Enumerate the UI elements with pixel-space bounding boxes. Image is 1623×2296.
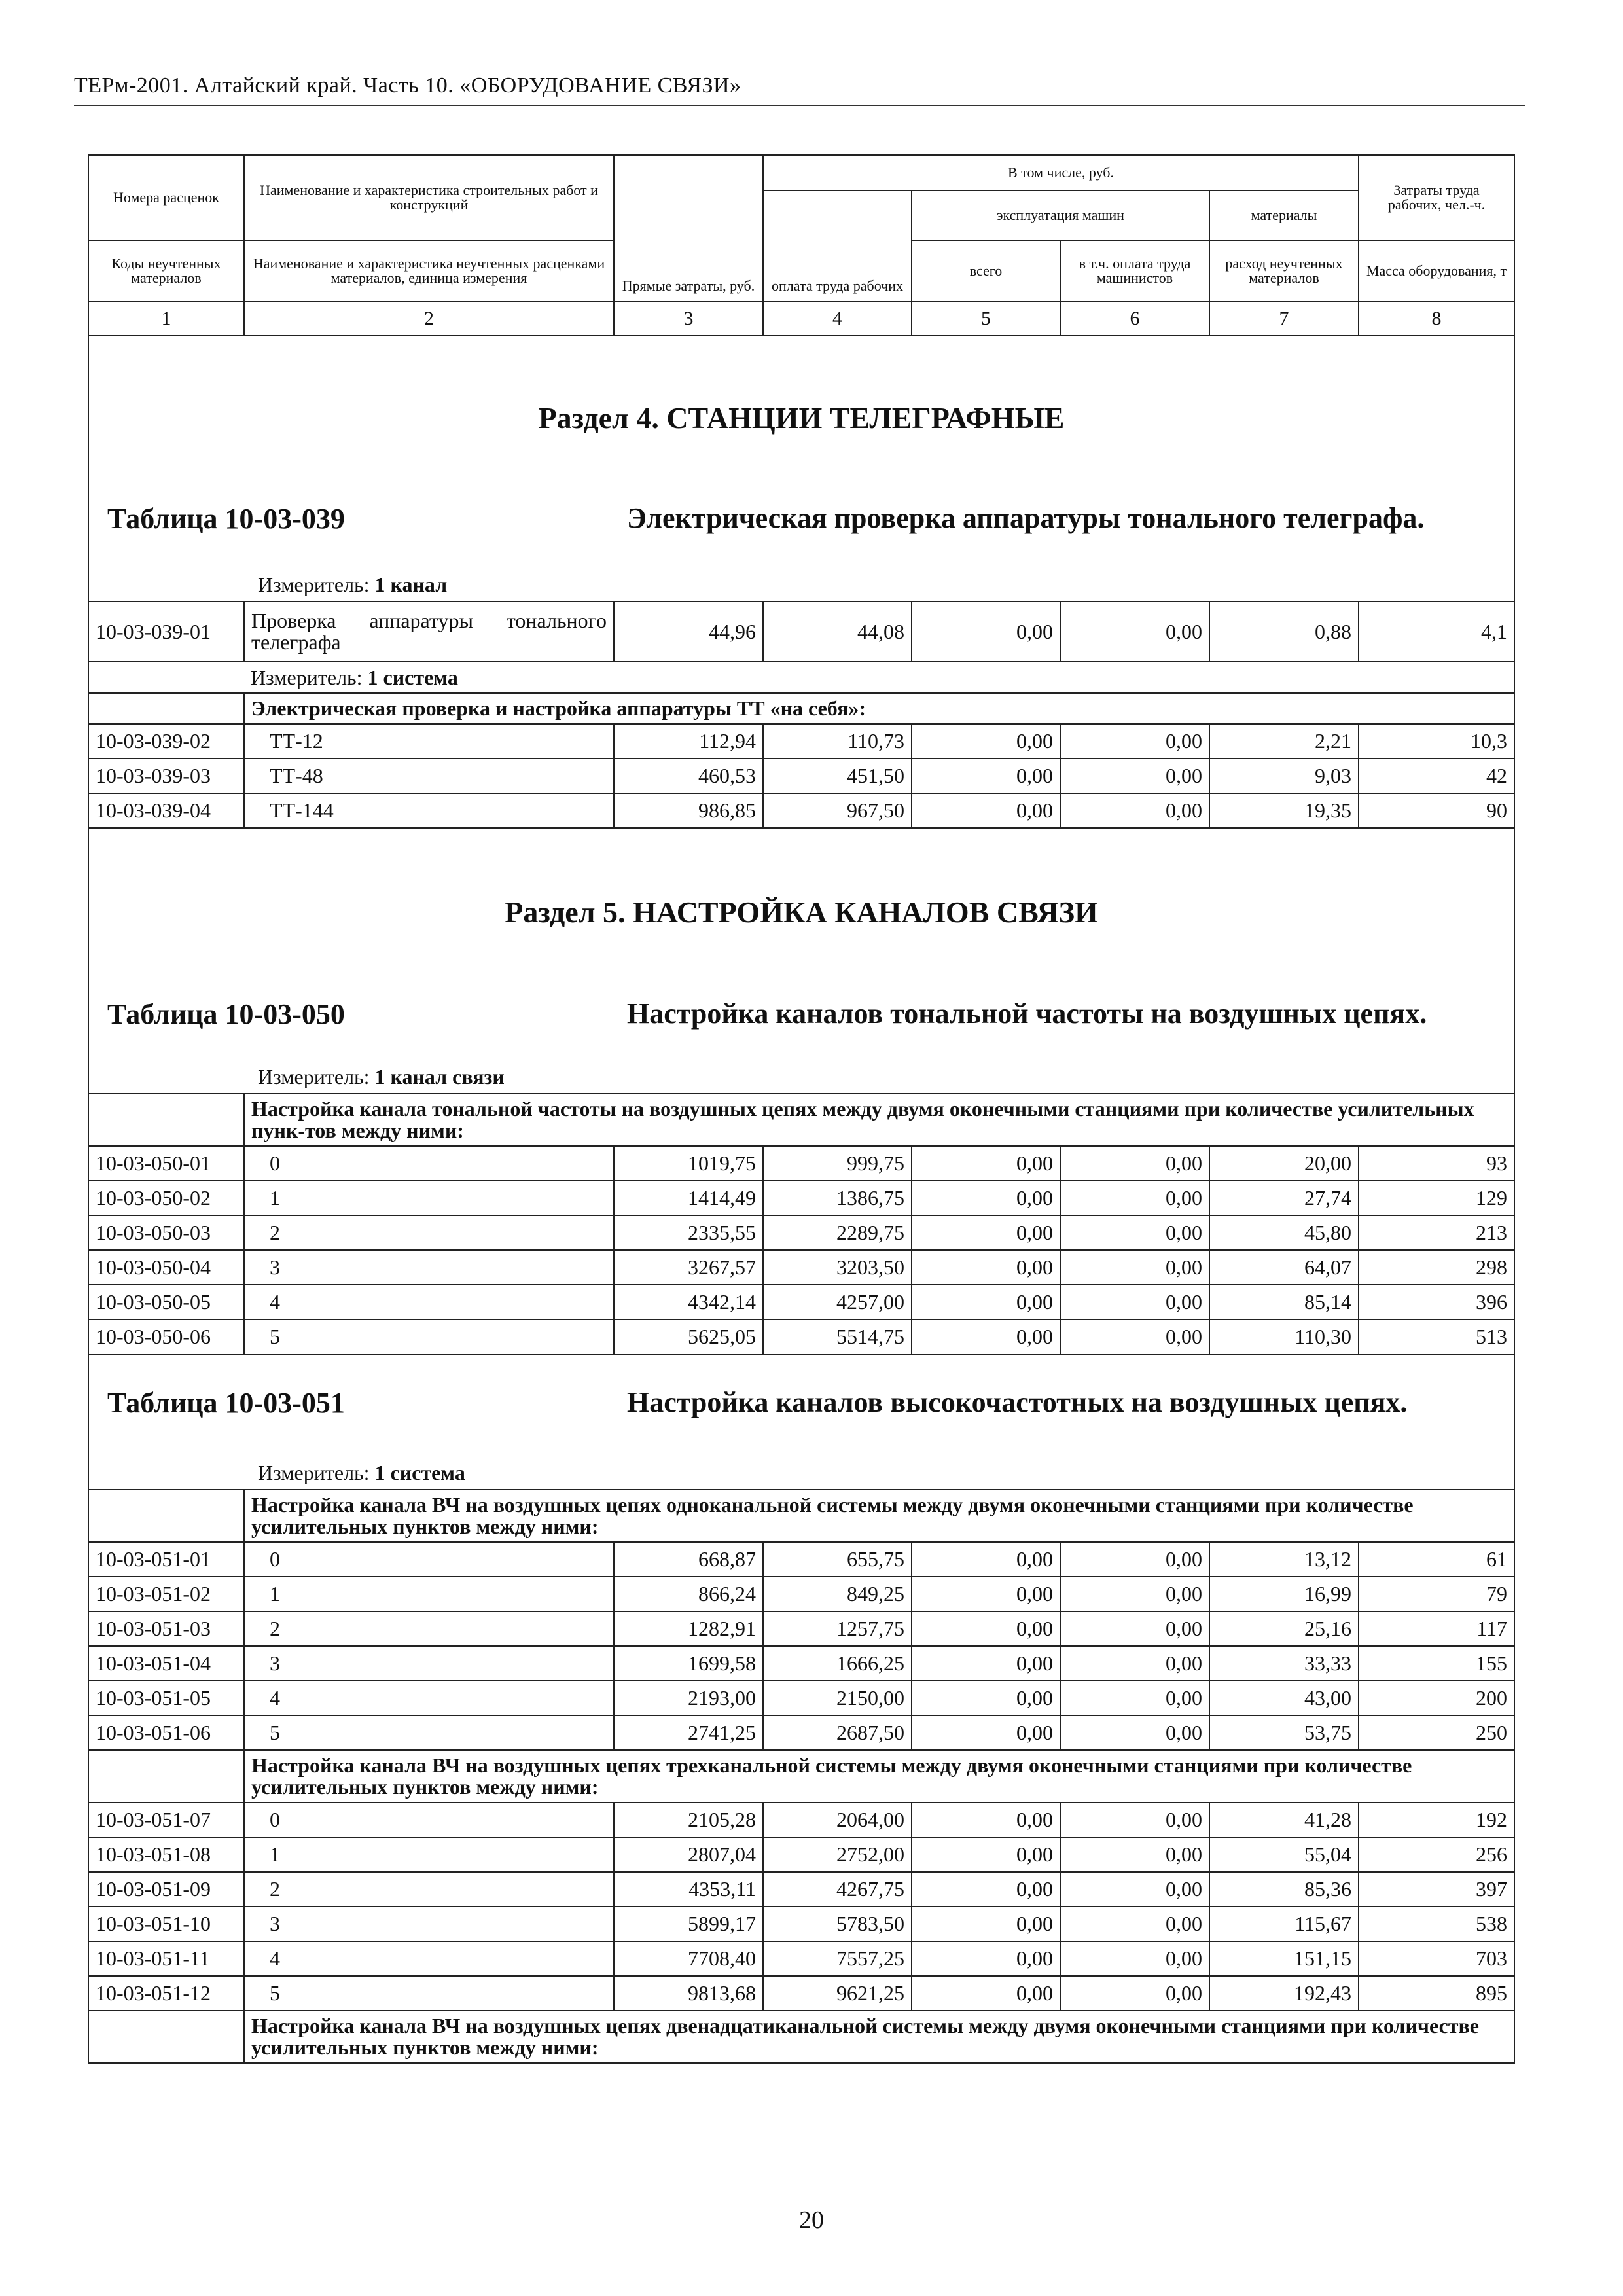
- rate-name: 5: [244, 1319, 614, 1354]
- head-col1-bottom: Коды неучтенных материалов: [88, 240, 244, 302]
- materials: 13,12: [1209, 1542, 1359, 1577]
- rate-code: 10-03-051-03: [88, 1611, 244, 1646]
- direct-costs: 44,96: [614, 601, 763, 662]
- labor-hours: 895: [1359, 1976, 1514, 2011]
- rate-name: 1: [244, 1837, 614, 1872]
- direct-costs: 460,53: [614, 759, 763, 793]
- labor-pay: 2752,00: [763, 1837, 912, 1872]
- machines-total: 0,00: [912, 1181, 1060, 1215]
- rate-name: ТТ-48: [244, 759, 614, 793]
- labor-hours: 117: [1359, 1611, 1514, 1646]
- table-label: Таблица 10-03-039: [107, 503, 345, 535]
- materials: 16,99: [1209, 1577, 1359, 1611]
- measure-line: [258, 1461, 465, 1485]
- head-col6: в т.ч. оплата труда машинистов: [1060, 240, 1209, 302]
- measure-prefix: Измеритель:: [258, 1065, 370, 1088]
- group-row: [88, 1750, 1514, 1803]
- labor-pay: 9621,25: [763, 1976, 912, 2011]
- machinist-pay: 0,00: [1060, 1250, 1209, 1285]
- direct-costs: 7708,40: [614, 1941, 763, 1976]
- direct-costs: 5625,05: [614, 1319, 763, 1354]
- labor-hours: 155: [1359, 1646, 1514, 1681]
- rate-code: 10-03-050-02: [88, 1181, 244, 1215]
- materials: 110,30: [1209, 1319, 1359, 1354]
- table-row: [88, 1837, 1514, 1872]
- measure-value: 1 канал: [374, 573, 448, 596]
- labor-hours: 61: [1359, 1542, 1514, 1577]
- measure-line: [258, 1065, 505, 1089]
- machines-total: 0,00: [912, 1250, 1060, 1285]
- materials: 115,67: [1209, 1907, 1359, 1941]
- machinist-pay: 0,00: [1060, 1872, 1209, 1907]
- head-col2-bottom: Наименование и характеристика неучтенных расценками материалов, единица измерения: [244, 240, 614, 302]
- head-col8-top: Затраты труда рабочих, чел.-ч.: [1359, 155, 1514, 240]
- labor-hours: 703: [1359, 1941, 1514, 1976]
- rates-table: [88, 154, 1515, 2064]
- machines-total: 0,00: [912, 793, 1060, 828]
- table-row: [88, 759, 1514, 793]
- direct-costs: 112,94: [614, 724, 763, 759]
- group-text: Настройка канала ВЧ на воздушных цепях одноканальной системы между двумя оконечными станциями при количестве усилительных пунктов между ними:: [244, 1490, 1514, 1542]
- direct-costs: 1414,49: [614, 1181, 763, 1215]
- rate-code: 10-03-051-08: [88, 1837, 244, 1872]
- machinist-pay: 0,00: [1060, 1646, 1209, 1681]
- materials: 53,75: [1209, 1715, 1359, 1750]
- labor-pay: 3203,50: [763, 1250, 912, 1285]
- group-row: [88, 693, 1514, 724]
- header-rule: [74, 105, 1525, 106]
- labor-hours: 4,1: [1359, 601, 1514, 662]
- materials: 45,80: [1209, 1215, 1359, 1250]
- labor-hours: 538: [1359, 1907, 1514, 1941]
- table-label: Таблица 10-03-051: [107, 1387, 345, 1419]
- group-row: [88, 2011, 1514, 2063]
- rate-name: 2: [244, 1611, 614, 1646]
- labor-pay: 2064,00: [763, 1803, 912, 1837]
- col-number: 4: [763, 302, 912, 336]
- rate-code: 10-03-051-05: [88, 1681, 244, 1715]
- direct-costs: 4353,11: [614, 1872, 763, 1907]
- machines-total: 0,00: [912, 1285, 1060, 1319]
- rate-name: ТТ-144: [244, 793, 614, 828]
- head-group-total: В том числе, руб.: [763, 155, 1359, 190]
- machines-total: 0,00: [912, 759, 1060, 793]
- labor-pay: 999,75: [763, 1146, 912, 1181]
- rate-name: 3: [244, 1646, 614, 1681]
- head-col3: Прямые затраты, руб.: [614, 155, 763, 302]
- labor-pay: 1666,25: [763, 1646, 912, 1681]
- rate-code: 10-03-051-01: [88, 1542, 244, 1577]
- machinist-pay: 0,00: [1060, 793, 1209, 828]
- head-col1-top: Номера расценок: [88, 155, 244, 240]
- labor-hours: 250: [1359, 1715, 1514, 1750]
- rate-code: 10-03-050-03: [88, 1215, 244, 1250]
- labor-pay: 2289,75: [763, 1215, 912, 1250]
- machines-total: 0,00: [912, 1542, 1060, 1577]
- measure-row: [88, 662, 1514, 693]
- rate-name: 3: [244, 1907, 614, 1941]
- rate-code: 10-03-050-04: [88, 1250, 244, 1285]
- rate-code: 10-03-051-11: [88, 1941, 244, 1976]
- rate-code: 10-03-050-06: [88, 1319, 244, 1354]
- head-group-materials: материалы: [1209, 190, 1359, 240]
- table-row: [88, 1146, 1514, 1181]
- rate-name: 3: [244, 1250, 614, 1285]
- machines-total: 0,00: [912, 1803, 1060, 1837]
- group-text: Настройка канала тональной частоты на воздушных цепях между двумя оконечными станциями при количестве усилительных пунк-тов между ними:: [244, 1094, 1514, 1146]
- rate-code: 10-03-051-10: [88, 1907, 244, 1941]
- labor-hours: 10,3: [1359, 724, 1514, 759]
- page-header: ТЕРм-2001. Алтайский край. Часть 10. «ОБОРУДОВАНИЕ СВЯЗИ»: [74, 73, 741, 98]
- direct-costs: 3267,57: [614, 1250, 763, 1285]
- rate-code: 10-03-039-01: [88, 601, 244, 662]
- group-text: Настройка канала ВЧ на воздушных цепях двенадцатиканальной системы между двумя оконечными станциями при количестве усилительных пунктов между ними:: [244, 2011, 1514, 2063]
- measure-line: [258, 573, 447, 597]
- materials: 64,07: [1209, 1250, 1359, 1285]
- table-title: Электрическая проверка аппаратуры тонального телеграфа.: [627, 502, 1425, 534]
- materials: 19,35: [1209, 793, 1359, 828]
- labor-hours: 298: [1359, 1250, 1514, 1285]
- rate-code: 10-03-051-04: [88, 1646, 244, 1681]
- labor-hours: 79: [1359, 1577, 1514, 1611]
- machinist-pay: 0,00: [1060, 724, 1209, 759]
- machines-total: 0,00: [912, 1837, 1060, 1872]
- col-number: 3: [614, 302, 763, 336]
- col-number: 1: [88, 302, 244, 336]
- rate-code: 10-03-051-07: [88, 1803, 244, 1837]
- table-row: [88, 1577, 1514, 1611]
- labor-pay: 1386,75: [763, 1181, 912, 1215]
- machines-total: 0,00: [912, 1319, 1060, 1354]
- machinist-pay: 0,00: [1060, 1837, 1209, 1872]
- labor-pay: 451,50: [763, 759, 912, 793]
- head-col8-bottom: Масса оборудования, т: [1359, 240, 1514, 302]
- table-row: [88, 724, 1514, 759]
- rate-name: 1: [244, 1577, 614, 1611]
- materials: 25,16: [1209, 1611, 1359, 1646]
- rate-name: 4: [244, 1941, 614, 1976]
- measure-prefix: Измеритель:: [251, 665, 363, 689]
- labor-pay: 7557,25: [763, 1941, 912, 1976]
- machinist-pay: 0,00: [1060, 601, 1209, 662]
- machines-total: 0,00: [912, 1872, 1060, 1907]
- machines-total: 0,00: [912, 601, 1060, 662]
- col-number: 5: [912, 302, 1060, 336]
- labor-pay: 655,75: [763, 1542, 912, 1577]
- machinist-pay: 0,00: [1060, 759, 1209, 793]
- labor-hours: 90: [1359, 793, 1514, 828]
- col-number: 2: [244, 302, 614, 336]
- column-numbers-row: [88, 302, 1514, 336]
- table-row: [88, 1319, 1514, 1354]
- rate-name: 5: [244, 1976, 614, 2011]
- table-row: [88, 1907, 1514, 1941]
- labor-hours: 192: [1359, 1803, 1514, 1837]
- labor-pay: 44,08: [763, 601, 912, 662]
- machines-total: 0,00: [912, 1577, 1060, 1611]
- materials: 192,43: [1209, 1976, 1359, 2011]
- rate-name: 0: [244, 1146, 614, 1181]
- machines-total: 0,00: [912, 1215, 1060, 1250]
- machinist-pay: 0,00: [1060, 1803, 1209, 1837]
- rate-name: Проверка аппаратуры тонального телеграфа: [244, 601, 614, 662]
- machines-total: 0,00: [912, 1976, 1060, 2011]
- labor-pay: 4257,00: [763, 1285, 912, 1319]
- table-row: [88, 1215, 1514, 1250]
- rate-name: 5: [244, 1715, 614, 1750]
- direct-costs: 5899,17: [614, 1907, 763, 1941]
- labor-pay: 967,50: [763, 793, 912, 828]
- materials: 33,33: [1209, 1646, 1359, 1681]
- group-text: Настройка канала ВЧ на воздушных цепях трехканальной системы между двумя оконечными станциями при количестве усилительных пунктов между ними:: [244, 1750, 1514, 1803]
- machinist-pay: 0,00: [1060, 1611, 1209, 1646]
- labor-pay: 5514,75: [763, 1319, 912, 1354]
- measure-value: 1 канал связи: [374, 1065, 505, 1088]
- rate-name: ТТ-12: [244, 724, 614, 759]
- machines-total: 0,00: [912, 1941, 1060, 1976]
- direct-costs: 866,24: [614, 1577, 763, 1611]
- group-row: [88, 1490, 1514, 1542]
- rate-code: 10-03-050-05: [88, 1285, 244, 1319]
- rate-code: 10-03-039-03: [88, 759, 244, 793]
- machines-total: 0,00: [912, 1907, 1060, 1941]
- table-title: Настройка каналов тональной частоты на воздушных цепях.: [627, 997, 1427, 1030]
- machinist-pay: 0,00: [1060, 1976, 1209, 2011]
- machinist-pay: 0,00: [1060, 1319, 1209, 1354]
- rate-code: 10-03-039-02: [88, 724, 244, 759]
- table-row: [88, 1611, 1514, 1646]
- head-col5: всего: [912, 240, 1060, 302]
- table-row: [88, 1803, 1514, 1837]
- direct-costs: 1699,58: [614, 1646, 763, 1681]
- machines-total: 0,00: [912, 1681, 1060, 1715]
- table-row: [88, 1646, 1514, 1681]
- col-number: 6: [1060, 302, 1209, 336]
- labor-hours: 213: [1359, 1215, 1514, 1250]
- measure-prefix: Измеритель:: [258, 573, 370, 596]
- rate-name: 0: [244, 1803, 614, 1837]
- page-number: 20: [799, 2206, 824, 2234]
- group-text: Электрическая проверка и настройка аппаратуры ТТ «на себя»:: [244, 693, 1514, 724]
- machines-total: 0,00: [912, 1646, 1060, 1681]
- labor-hours: 200: [1359, 1681, 1514, 1715]
- table-row: [88, 601, 1514, 662]
- labor-pay: 4267,75: [763, 1872, 912, 1907]
- materials: 9,03: [1209, 759, 1359, 793]
- rate-name: 2: [244, 1215, 614, 1250]
- direct-costs: 2335,55: [614, 1215, 763, 1250]
- materials: 43,00: [1209, 1681, 1359, 1715]
- col-number: 7: [1209, 302, 1359, 336]
- labor-pay: 1257,75: [763, 1611, 912, 1646]
- machinist-pay: 0,00: [1060, 1181, 1209, 1215]
- head-col4: оплата труда рабочих: [763, 190, 912, 302]
- machines-total: 0,00: [912, 1611, 1060, 1646]
- rate-name: 2: [244, 1872, 614, 1907]
- machinist-pay: 0,00: [1060, 1577, 1209, 1611]
- labor-pay: 5783,50: [763, 1907, 912, 1941]
- machinist-pay: 0,00: [1060, 1285, 1209, 1319]
- table-row: [88, 1285, 1514, 1319]
- machines-total: 0,00: [912, 1715, 1060, 1750]
- rate-code: 10-03-051-06: [88, 1715, 244, 1750]
- materials: 85,14: [1209, 1285, 1359, 1319]
- materials: 27,74: [1209, 1181, 1359, 1215]
- materials: 55,04: [1209, 1837, 1359, 1872]
- rate-code: 10-03-051-12: [88, 1976, 244, 2011]
- machinist-pay: 0,00: [1060, 1907, 1209, 1941]
- table-row: [88, 1976, 1514, 2011]
- machinist-pay: 0,00: [1060, 1542, 1209, 1577]
- rate-code: 10-03-051-09: [88, 1872, 244, 1907]
- labor-hours: 42: [1359, 759, 1514, 793]
- materials: 20,00: [1209, 1146, 1359, 1181]
- measure-prefix: Измеритель:: [258, 1461, 370, 1484]
- direct-costs: 2807,04: [614, 1837, 763, 1872]
- materials: 85,36: [1209, 1872, 1359, 1907]
- rate-code: 10-03-039-04: [88, 793, 244, 828]
- head-col7: расход неучтенных материалов: [1209, 240, 1359, 302]
- labor-hours: 129: [1359, 1181, 1514, 1215]
- machinist-pay: 0,00: [1060, 1215, 1209, 1250]
- table-row: [88, 1181, 1514, 1215]
- rate-code: 10-03-050-01: [88, 1146, 244, 1181]
- table-row: [88, 793, 1514, 828]
- table-row: [88, 1715, 1514, 1750]
- table-row: [88, 1250, 1514, 1285]
- table-row: [88, 1872, 1514, 1907]
- labor-hours: 513: [1359, 1319, 1514, 1354]
- machinist-pay: 0,00: [1060, 1681, 1209, 1715]
- direct-costs: 2105,28: [614, 1803, 763, 1837]
- direct-costs: 1282,91: [614, 1611, 763, 1646]
- machinist-pay: 0,00: [1060, 1941, 1209, 1976]
- direct-costs: 986,85: [614, 793, 763, 828]
- labor-pay: 110,73: [763, 724, 912, 759]
- labor-pay: 2150,00: [763, 1681, 912, 1715]
- table-head: [88, 155, 1514, 336]
- rate-name: 0: [244, 1542, 614, 1577]
- materials: 2,21: [1209, 724, 1359, 759]
- labor-hours: 93: [1359, 1146, 1514, 1181]
- direct-costs: 1019,75: [614, 1146, 763, 1181]
- rate-name: 1: [244, 1181, 614, 1215]
- direct-costs: 4342,14: [614, 1285, 763, 1319]
- machinist-pay: 0,00: [1060, 1715, 1209, 1750]
- machines-total: 0,00: [912, 1146, 1060, 1181]
- materials: 151,15: [1209, 1941, 1359, 1976]
- table-row: [88, 1681, 1514, 1715]
- table-row: [88, 1542, 1514, 1577]
- rate-name: 4: [244, 1285, 614, 1319]
- group-row: [88, 1094, 1514, 1146]
- machines-total: 0,00: [912, 724, 1060, 759]
- table-title: Настройка каналов высокочастотных на воздушных цепях.: [627, 1386, 1408, 1418]
- labor-hours: 396: [1359, 1285, 1514, 1319]
- rate-code: 10-03-051-02: [88, 1577, 244, 1611]
- materials: 0,88: [1209, 601, 1359, 662]
- table-label: Таблица 10-03-050: [107, 998, 345, 1030]
- rate-name: 4: [244, 1681, 614, 1715]
- machinist-pay: 0,00: [1060, 1146, 1209, 1181]
- direct-costs: 9813,68: [614, 1976, 763, 2011]
- labor-pay: 2687,50: [763, 1715, 912, 1750]
- section-heading: Раздел 4. СТАНЦИИ ТЕЛЕГРАФНЫЕ: [88, 336, 1514, 499]
- labor-hours: 397: [1359, 1872, 1514, 1907]
- direct-costs: 2193,00: [614, 1681, 763, 1715]
- head-col2-top: Наименование и характеристика строительных работ и конструкций: [244, 155, 614, 240]
- direct-costs: 2741,25: [614, 1715, 763, 1750]
- direct-costs: 668,87: [614, 1542, 763, 1577]
- labor-hours: 256: [1359, 1837, 1514, 1872]
- measure-value: 1 система: [367, 665, 458, 689]
- table-row: [88, 1941, 1514, 1976]
- section-heading: Раздел 5. НАСТРОЙКА КАНАЛОВ СВЯЗИ: [88, 828, 1514, 995]
- materials: 41,28: [1209, 1803, 1359, 1837]
- col-number: 8: [1359, 302, 1514, 336]
- head-group-machines: эксплуатация машин: [912, 190, 1209, 240]
- measure-value: 1 система: [374, 1461, 465, 1484]
- labor-pay: 849,25: [763, 1577, 912, 1611]
